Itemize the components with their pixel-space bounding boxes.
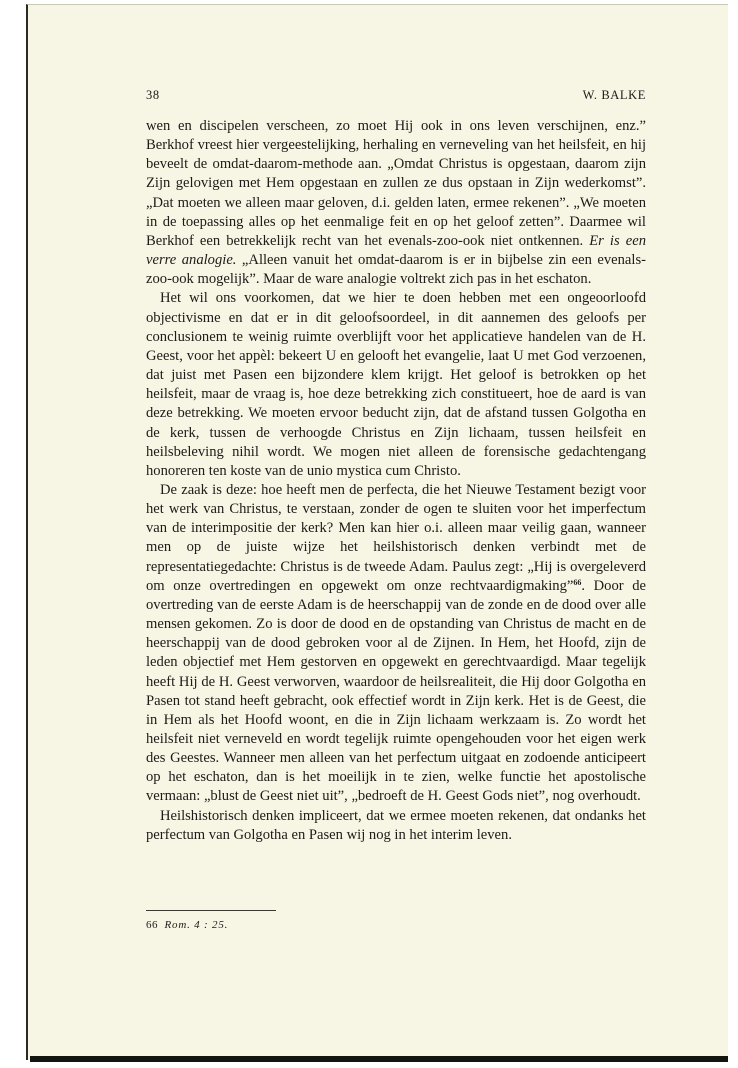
page-bottom-shadow [30, 1056, 728, 1062]
text-run: Het wil ons voorkomen, dat we hier te doen hebben met een ongeoorloofd objectivisme en dat er in dit geloofsoordeel, in dit aannemen des geloofs per conclusionem te weinig ruimte overblijft voor het applicatieve handelen van de H. Geest, voor het appèl: bekeert U en gelooft het evangelie, laat U met God verzoenen, dat juist met Pasen een bijzondere klem krijgt. Het geloof is betrokken op het heilsfeit, maar de vraag is, hoe deze betrekking zich constitueert, hoe de aard is van deze betrekking. We moeten ervoor beducht zijn, dat de afstand tussen Golgotha en de kerk, tussen de verhoogde Christus en Zijn lichaam, tussen heilsfeit en heilsbeleving nihil wordt. We mogen niet alleen de forensische gedachtengang honoreren ten koste van de unio mystica cum Christo. [146, 290, 646, 479]
italic-text: Er is een verre analogie. [146, 232, 646, 269]
running-header [146, 88, 646, 108]
footnote-divider [146, 910, 276, 911]
footnote [146, 919, 446, 931]
page-number: 38 [146, 88, 160, 102]
running-head-author: W. BALKE [582, 88, 646, 102]
paragraph [146, 481, 646, 807]
text-run: De zaak is deze: hoe heeft men de perfecta, die het Nieuwe Testament bezigt voor het werk van Christus, te verstaan, zonder de ogen te sluiten voor het imperfectum van de interimpositie der kerk? Men kan hier o.i. alleen maar veilig gaan, wanneer men op de juiste wijze het heilshistorisch denken verbindt met de representatiegedachte: Christus is de tweede Adam. Paulus zegt: „Hij is overgeleverd om onze overtredingen en opgewekt om onze rechtvaardigmaking” [146, 481, 646, 594]
footnote-reference: Rom. 4 : 25. [164, 919, 229, 931]
footnote-marker: 66 [573, 577, 582, 587]
paragraph [146, 807, 646, 845]
body-text [146, 117, 646, 845]
footnote-number: 66 [146, 919, 158, 931]
paragraph [146, 289, 646, 481]
paragraph [146, 117, 646, 289]
text-run: . Door de overtreding van de eerste Adam is de heerschappij van de zonde en de dood over alle mensen gekomen. Zo is door de dood en de opstanding van Christus de macht en de heerschappij van de dood gebroken voor al de Zijnen. In Hem, het Hoofd, zijn de leden objectief met Hem gestorven en opgewekt en gerechtvaardigd. Maar tegelijk heeft Hij de H. Geest verworven, waardoor de heilsrealiteit, die Hij door Golgotha en Pasen tot stand heeft gebracht, ook effectief wordt in Zijn kerk. Het is de Geest, die in Hem als het Hoofd woont, en die in Zijn lichaam werkzaam is. Zo wordt het heilsfeit niet verneveld en wordt tegelijk ruimte opengehouden voor het eigen werk des Geestes. Wanneer men alleen van het perfectum uitgaat en zodoende anticipeert op het eschaton, dan is het moeilijk in te zien, welke functie het apostolische vermaan: „blust de Geest niet uit”, „bedroeft de H. Geest Gods niet”, nog overhoudt. [146, 577, 646, 805]
text-run: Heilshistorisch denken impliceert, dat we ermee moeten rekenen, dat ondanks het perfectum van Golgotha en Pasen wij nog in het interim leven. [146, 807, 646, 843]
text-run: „Alleen vanuit het omdat-daarom is er in bijbelse zin een evenals-zoo-ook mogelijk”. Maar de ware analogie voltrekt zich pas in het eschaton. [146, 252, 646, 288]
text-run: wen en discipelen verscheen, zo moet Hij ook in ons leven verschijnen, enz.” Berkhof vreest hier vergeestelijking, herhaling en verneveling van het heilsfeit, en hij beveelt de omdat-daarom-methode aan. „Omdat Christus is opgestaan, daarom zijn Zijn gelovigen met Hem opgestaan en zullen ze dus opstaan in Zijn wederkomst”. „Dat moeten we alleen maar geloven, d.i. gelden laten, ermee rekenen”. „We moeten in de toepassing alles op het eenmalige feit en op het geloof zetten”. Daarmee wil Berkhof een betrekkelijk recht van het evenals-zoo-ook niet ontkennen. [146, 118, 646, 249]
